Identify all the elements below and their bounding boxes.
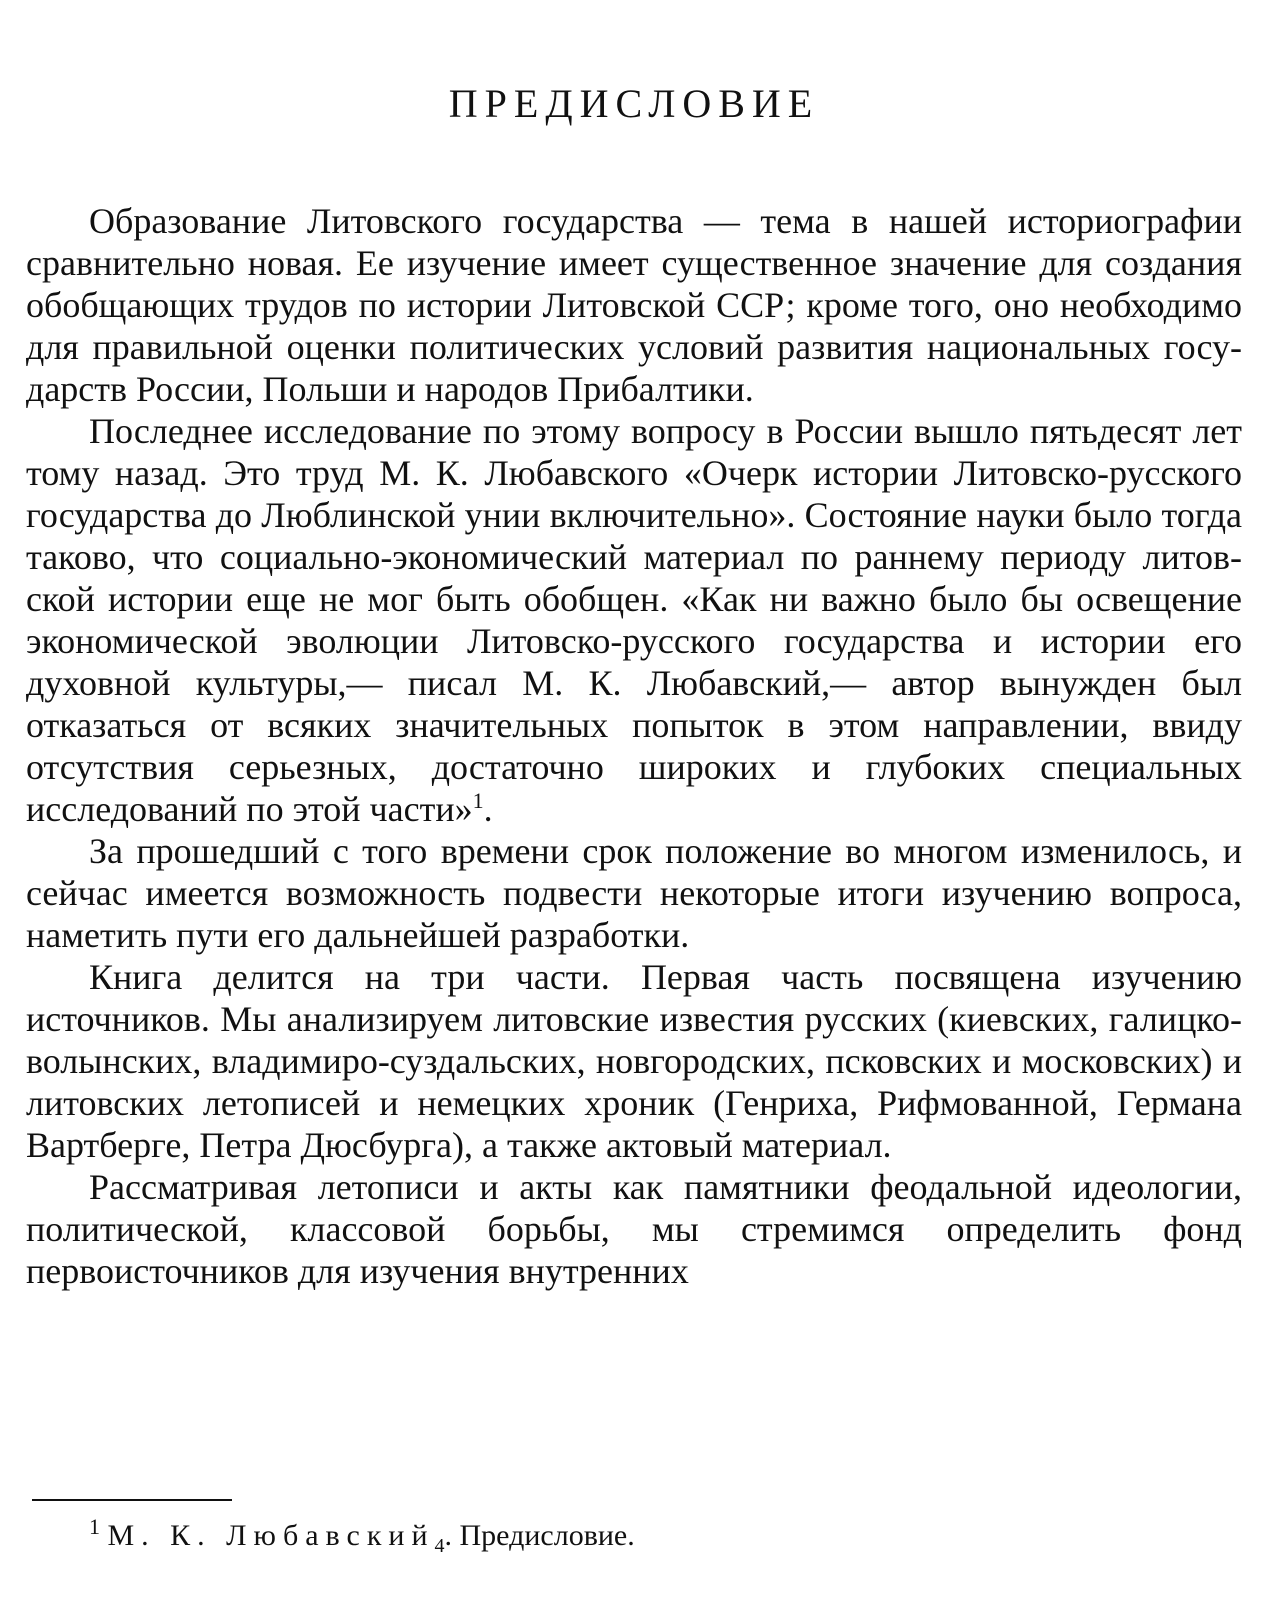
paragraph-1: Образование Литовского государства — тема в нашей историографии сравнительно новая. Ее изучение имеет существенное значение для создания обобщающих трудов по истории Литовской ССР; кроме того, оно необходимо для правильной оценки политических условий развития национальных государств России, Польши и народов Прибалтики. [26, 201, 1242, 409]
footnote [89, 1514, 635, 1557]
body-text [26, 200, 1242, 1292]
paragraph-2-text: Последнее исследование по этому вопросу в России вышло пятьдесят лет тому назад. Это труд М. К. Любавского «Очерк истории Литовско-русского государства до Люблинской унии включительно». Состояние науки было тогда таково, что социально-экономический материал по раннему периоду литовской истории еще не мог быть обобщен. «Как ни важно было бы освещение экономической эволюции Литовско-русского государства и истории его духовной культуры,— писал М. К. Любавский,— автор вынужден был отказаться от всяких значительных попыток в этом направлении, ввиду отсутствия серьезных, достаточно широких и глубоких специальных исследований по этой части» [26, 411, 1242, 829]
paragraph-3: За прошедший с того времени срок положение во многом изменилось, и сейчас имеется возможность подвести некоторые итоги изучению вопроса, наметить пути его дальнейшей разработки. [26, 831, 1242, 955]
document-page [26, 0, 1242, 1600]
footnote-author-sub: 4 [434, 1535, 445, 1557]
paragraph-4: Книга делится на три части. Первая часть посвящена изучению источников. Мы анализируем литовские известия русских (киевских, галицко-волынских, владимиро-суздальских, новгородских, псковских и московских) и литовских летописей и немецких хроник (Генриха, Рифмованной, Германа Вартберге, Петра Дюсбурга), а также актовый материал. [26, 957, 1242, 1165]
footnote-reference: 1 [472, 788, 484, 813]
paragraph-5: Рассматривая летописи и акты как памятники феодальной идеологии, политической, классовой борьбы, мы стремимся определить фонд первоисточников для изучения внутренних [26, 1167, 1242, 1291]
page-title: ПРЕДИСЛОВИЕ [448, 81, 820, 126]
footnote-text: . Предисловие. [444, 1519, 635, 1552]
paragraph-2 [26, 410, 1242, 830]
footnote-divider [32, 1499, 232, 1501]
footnote-marker: 1 [89, 1514, 100, 1539]
paragraph-2-end: . [483, 789, 493, 829]
footnote-author: М. К. Любавский [107, 1519, 435, 1552]
